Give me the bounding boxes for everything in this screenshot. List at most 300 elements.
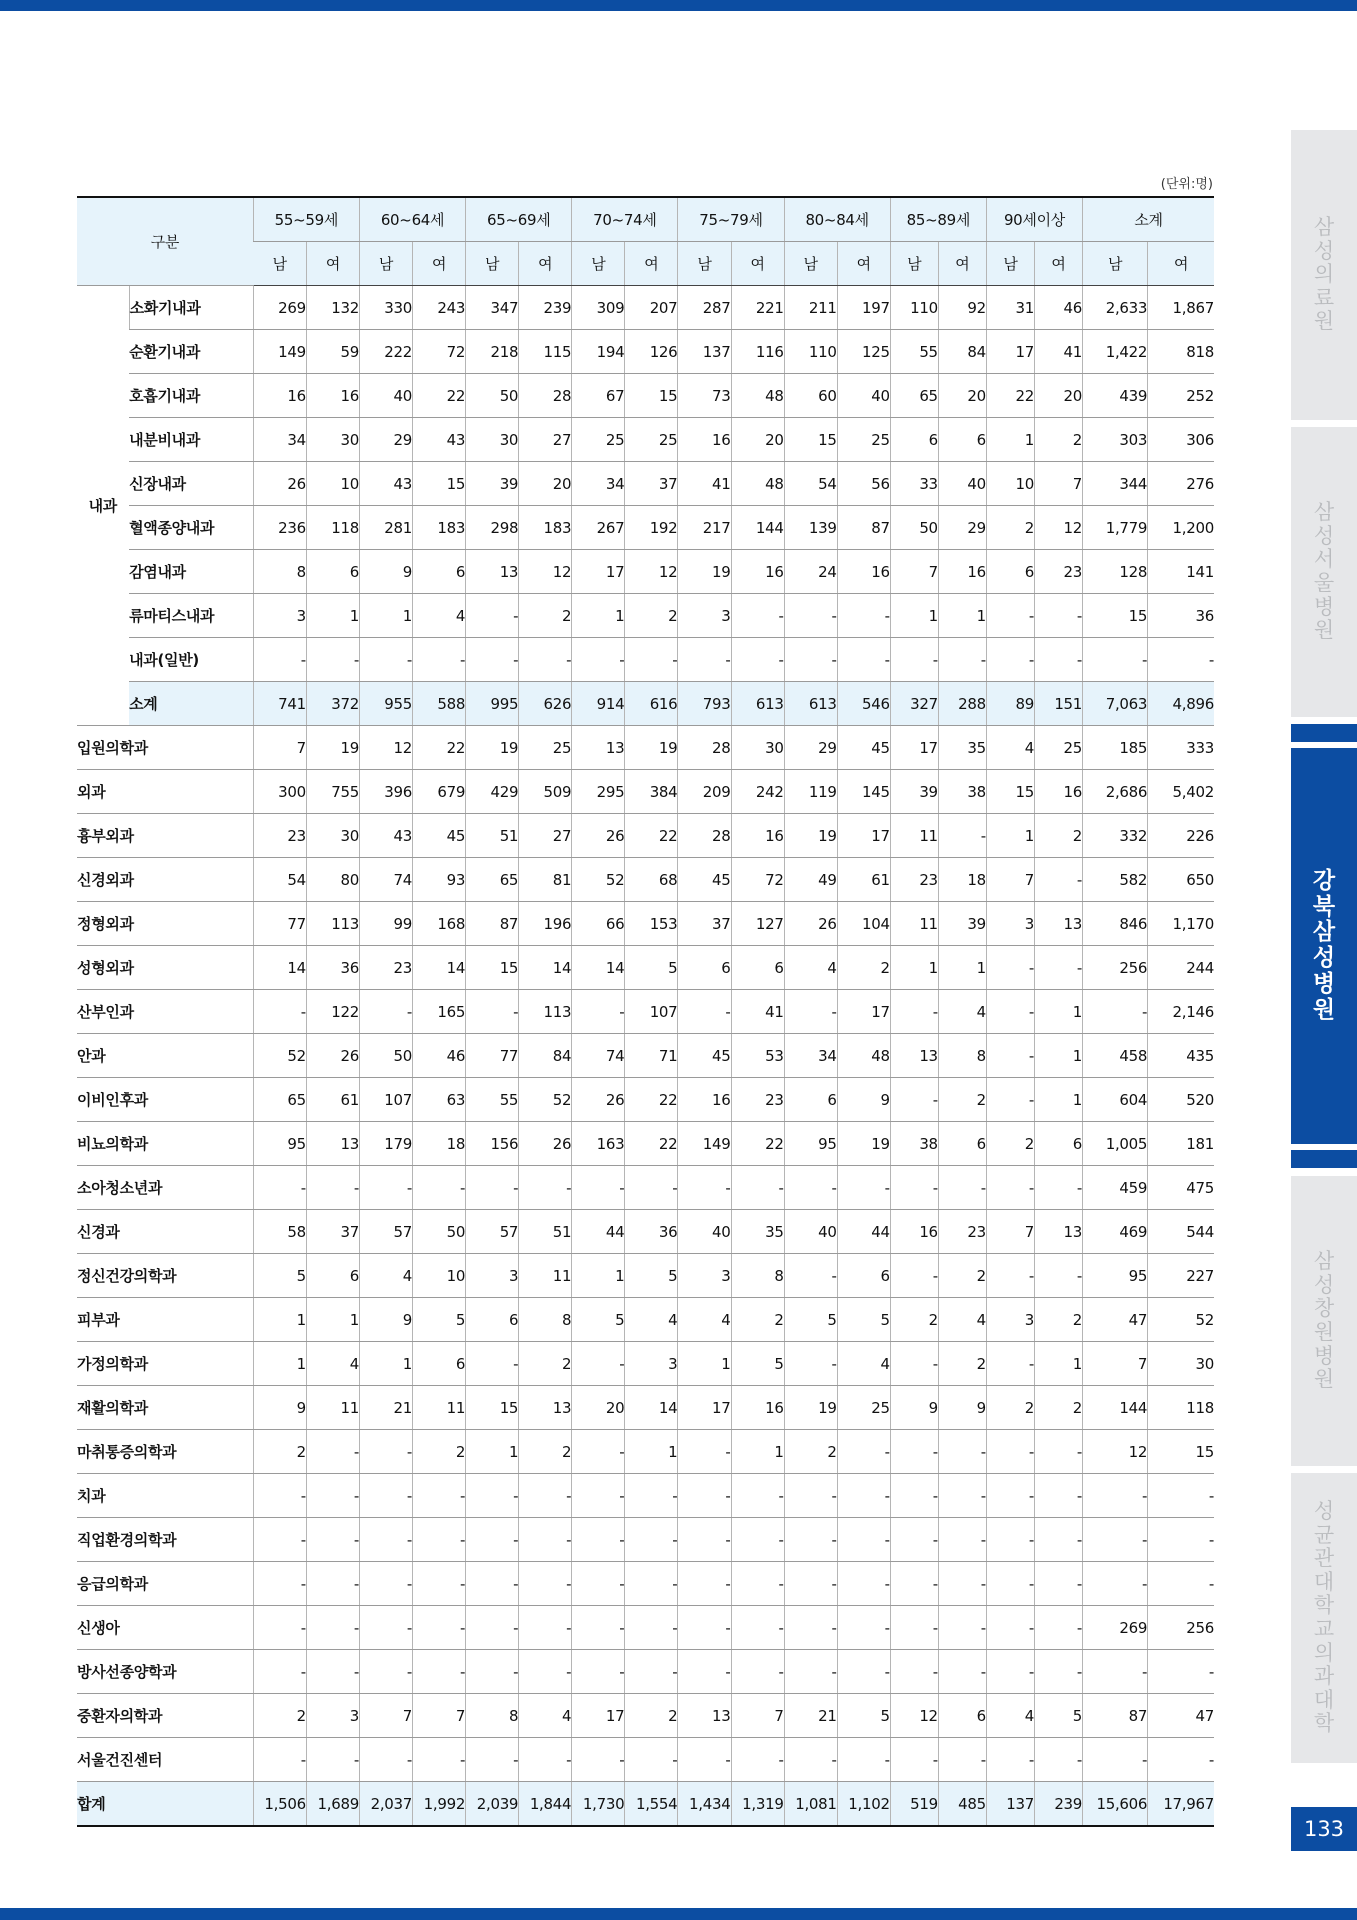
side-tab-cap	[1291, 1150, 1357, 1168]
row-label: 방사선종양학과	[77, 1650, 253, 1694]
cell-value: 37	[678, 902, 731, 946]
cell-value: -	[1083, 638, 1148, 682]
cell-value: 4	[938, 990, 986, 1034]
cell-value: 95	[1083, 1254, 1148, 1298]
cell-value: 13	[572, 726, 625, 770]
cell-value: 6	[306, 550, 359, 594]
cell-value: 26	[519, 1122, 572, 1166]
side-tab-kangbuk-samsung-hospital[interactable]	[1291, 748, 1357, 1144]
side-tab-char: 성	[1313, 1272, 1335, 1297]
cell-value: 54	[253, 858, 306, 902]
cell-value: 15	[413, 462, 466, 506]
header-male: 남	[572, 242, 625, 286]
cell-value: 14	[253, 946, 306, 990]
cell-value: 11	[519, 1254, 572, 1298]
cell-value: 303	[1083, 418, 1148, 462]
header-female: 여	[413, 242, 466, 286]
cell-value: 8	[938, 1034, 986, 1078]
cell-value: 151	[1034, 682, 1082, 726]
header-female: 여	[519, 242, 572, 286]
side-tab-char: 성	[1313, 523, 1335, 548]
side-tab-char: 과	[1313, 1664, 1335, 1689]
table-row	[77, 1738, 1214, 1782]
cell-value: 15	[466, 946, 519, 990]
side-tab-char: 울	[1313, 571, 1335, 595]
cell-value: -	[1034, 1166, 1082, 1210]
row-label: 신경과	[77, 1210, 253, 1254]
cell-value: 72	[413, 330, 466, 374]
cell-value: -	[572, 1474, 625, 1518]
cell-value: -	[466, 1166, 519, 1210]
cell-value: 9	[837, 1078, 890, 1122]
cell-value: 3	[678, 1254, 731, 1298]
row-label: 피부과	[77, 1298, 253, 1342]
side-tab-char: 성	[1313, 1499, 1335, 1524]
cell-value: 16	[253, 374, 306, 418]
cell-value: 6	[986, 550, 1034, 594]
cell-value: 15	[784, 418, 837, 462]
cell-value: 27	[519, 418, 572, 462]
cell-value: 21	[784, 1694, 837, 1738]
table-row	[77, 286, 1214, 330]
cell-value: -	[731, 1562, 784, 1606]
cell-value: 3	[678, 594, 731, 638]
table-row	[77, 1474, 1214, 1518]
cell-value: 197	[837, 286, 890, 330]
cell-value: -	[784, 1166, 837, 1210]
cell-value: -	[253, 1518, 306, 1562]
table-row	[77, 506, 1214, 550]
row-label: 흉부외과	[77, 814, 253, 858]
cell-value: 23	[731, 1078, 784, 1122]
cell-value: 5	[253, 1254, 306, 1298]
cell-value: 1	[466, 1430, 519, 1474]
cell-value: -	[625, 1650, 678, 1694]
header-female: 여	[938, 242, 986, 286]
cell-value: 51	[466, 814, 519, 858]
cell-value: 36	[1148, 594, 1214, 638]
cell-value: 1,434	[678, 1782, 731, 1827]
cell-value: 61	[306, 1078, 359, 1122]
header-age-group: 55~59세	[253, 197, 359, 242]
cell-value: 16	[938, 550, 986, 594]
cell-value: -	[466, 1518, 519, 1562]
cell-value: 30	[306, 418, 359, 462]
cell-value: 914	[572, 682, 625, 726]
cell-value: 6	[1034, 1122, 1082, 1166]
side-tab-char: 서	[1313, 547, 1335, 572]
cell-value: -	[1148, 638, 1214, 682]
cell-value: 52	[1148, 1298, 1214, 1342]
cell-value: 7,063	[1083, 682, 1148, 726]
cell-value: 41	[678, 462, 731, 506]
cell-value: 4	[784, 946, 837, 990]
cell-value: 84	[519, 1034, 572, 1078]
cell-value: 25	[625, 418, 678, 462]
cell-value: 80	[306, 858, 359, 902]
cell-value: 8	[519, 1298, 572, 1342]
cell-value: -	[413, 1166, 466, 1210]
cell-value: 16	[306, 374, 359, 418]
cell-value: 435	[1148, 1034, 1214, 1078]
cell-value: 45	[837, 726, 890, 770]
cell-value: -	[519, 1474, 572, 1518]
cell-value: 185	[1083, 726, 1148, 770]
row-label: 정형외과	[77, 902, 253, 946]
cell-value: 15	[625, 374, 678, 418]
cell-value: -	[1034, 1738, 1082, 1782]
cell-value: 396	[359, 770, 412, 814]
cell-value: 26	[253, 462, 306, 506]
cell-value: -	[519, 1650, 572, 1694]
cell-value: 2	[986, 1122, 1034, 1166]
side-tab-char: 삼	[1313, 215, 1335, 240]
cell-value: 469	[1083, 1210, 1148, 1254]
cell-value: 87	[1083, 1694, 1148, 1738]
cell-value: 3	[625, 1342, 678, 1386]
cell-value: 15	[466, 1386, 519, 1430]
row-label: 감염내과	[129, 550, 253, 594]
cell-value: 5	[572, 1298, 625, 1342]
cell-value: 40	[678, 1210, 731, 1254]
cell-value: 281	[359, 506, 412, 550]
cell-value: -	[625, 638, 678, 682]
table-row	[77, 1386, 1214, 1430]
cell-value: 2	[784, 1430, 837, 1474]
cell-value: 144	[731, 506, 784, 550]
cell-value: 19	[784, 814, 837, 858]
cell-value: 36	[306, 946, 359, 990]
cell-value: 34	[253, 418, 306, 462]
cell-value: 110	[890, 286, 938, 330]
cell-value: -	[986, 1430, 1034, 1474]
cell-value: 9	[890, 1386, 938, 1430]
cell-value: 2	[890, 1298, 938, 1342]
cell-value: 122	[306, 990, 359, 1034]
row-label: 안과	[77, 1034, 253, 1078]
side-tab-char: 대	[1313, 1569, 1335, 1594]
cell-value: 118	[306, 506, 359, 550]
header-male: 남	[784, 242, 837, 286]
cell-value: -	[784, 1606, 837, 1650]
cell-value: 1	[572, 1254, 625, 1298]
cell-value: 242	[731, 770, 784, 814]
cell-value: 52	[519, 1078, 572, 1122]
cell-value: 1	[986, 814, 1034, 858]
cell-value: 267	[572, 506, 625, 550]
cell-value: -	[986, 1342, 1034, 1386]
row-label: 내과(일반)	[129, 638, 253, 682]
cell-value: -	[784, 594, 837, 638]
cell-value: 125	[837, 330, 890, 374]
cell-value: -	[731, 594, 784, 638]
cell-value: -	[938, 1430, 986, 1474]
cell-value: 119	[784, 770, 837, 814]
header-age-group: 80~84세	[784, 197, 890, 242]
cell-value: -	[938, 1606, 986, 1650]
cell-value: 15	[1148, 1430, 1214, 1474]
side-tab-label	[1291, 1176, 1357, 1466]
cell-value: -	[519, 1562, 572, 1606]
cell-value: 4	[625, 1298, 678, 1342]
cell-value: 44	[572, 1210, 625, 1254]
cell-value: 50	[890, 506, 938, 550]
cell-value: -	[466, 638, 519, 682]
cell-value: 5	[1034, 1694, 1082, 1738]
cell-value: 16	[731, 814, 784, 858]
cell-value: 22	[625, 1122, 678, 1166]
cell-value: -	[306, 1738, 359, 1782]
cell-value: -	[359, 1166, 412, 1210]
cell-value: 485	[938, 1782, 986, 1827]
cell-value: -	[253, 638, 306, 682]
cell-value: 2	[253, 1430, 306, 1474]
cell-value: 87	[837, 506, 890, 550]
side-tab-char: 창	[1313, 1296, 1335, 1321]
cell-value: 22	[731, 1122, 784, 1166]
cell-value: 16	[678, 1078, 731, 1122]
cell-value: 309	[572, 286, 625, 330]
table-row	[77, 814, 1214, 858]
side-tab-samsung-changwon-hospital[interactable]	[1291, 1176, 1357, 1466]
cell-value: 333	[1148, 726, 1214, 770]
cell-value: 16	[1034, 770, 1082, 814]
side-tab-samsung-seoul-hospital[interactable]	[1291, 427, 1357, 717]
row-label: 내분비내과	[129, 418, 253, 462]
side-tab-char: 병	[1313, 594, 1335, 619]
cell-value: 50	[466, 374, 519, 418]
cell-value: 4	[837, 1342, 890, 1386]
cell-value: 196	[519, 902, 572, 946]
cell-value: 9	[359, 550, 412, 594]
cell-value: 2,039	[466, 1782, 519, 1827]
cell-value: -	[572, 1342, 625, 1386]
cell-value: 107	[359, 1078, 412, 1122]
cell-value: 14	[572, 946, 625, 990]
cell-value: 19	[466, 726, 519, 770]
side-tab-char: 의	[1313, 1640, 1335, 1665]
cell-value: 4	[519, 1694, 572, 1738]
cell-value: 2,146	[1148, 990, 1214, 1034]
cell-value: 1,730	[572, 1782, 625, 1827]
header-age-group: 소계	[1083, 197, 1214, 242]
cell-value: 3	[253, 594, 306, 638]
cell-value: 20	[1034, 374, 1082, 418]
side-tab-char: 의	[1313, 262, 1335, 287]
cell-value: 16	[837, 550, 890, 594]
cell-value: 546	[837, 682, 890, 726]
header-female: 여	[1148, 242, 1214, 286]
cell-value: -	[890, 638, 938, 682]
cell-value: 57	[359, 1210, 412, 1254]
cell-value: 55	[466, 1078, 519, 1122]
cell-value: 60	[784, 374, 837, 418]
cell-value: 17	[837, 990, 890, 1034]
cell-value: 40	[938, 462, 986, 506]
cell-value: 17	[837, 814, 890, 858]
cell-value: 48	[731, 462, 784, 506]
cell-value: 13	[1034, 902, 1082, 946]
row-label: 가정의학과	[77, 1342, 253, 1386]
top-accent-bar	[0, 0, 1357, 11]
cell-value: 519	[890, 1782, 938, 1827]
cell-value: 7	[1034, 462, 1082, 506]
cell-value: -	[466, 1650, 519, 1694]
cell-value: 57	[466, 1210, 519, 1254]
cell-value: 110	[784, 330, 837, 374]
cell-value: 20	[519, 462, 572, 506]
cell-value: 613	[784, 682, 837, 726]
cell-value: 168	[413, 902, 466, 946]
side-tab-samsung-medical-center[interactable]	[1291, 130, 1357, 420]
cell-value: 1	[1034, 1078, 1082, 1122]
cell-value: -	[731, 1650, 784, 1694]
cell-value: 6	[890, 418, 938, 462]
cell-value: 2	[731, 1298, 784, 1342]
cell-value: 25	[837, 418, 890, 462]
cell-value: 14	[519, 946, 572, 990]
side-tab-char: 삼	[1313, 500, 1335, 525]
cell-value: -	[625, 1606, 678, 1650]
cell-value: -	[359, 1518, 412, 1562]
row-label: 응급의학과	[77, 1562, 253, 1606]
cell-value: 269	[1083, 1606, 1148, 1650]
cell-value: 306	[1148, 418, 1214, 462]
cell-value: -	[519, 1166, 572, 1210]
cell-value: 35	[938, 726, 986, 770]
cell-value: 1	[1034, 990, 1082, 1034]
header-age-group: 70~74세	[572, 197, 678, 242]
cell-value: 56	[837, 462, 890, 506]
cell-value: 39	[466, 462, 519, 506]
cell-value: -	[359, 1474, 412, 1518]
cell-value: -	[1083, 1474, 1148, 1518]
cell-value: 4	[678, 1298, 731, 1342]
cell-value: 29	[359, 418, 412, 462]
cell-value: 66	[572, 902, 625, 946]
cell-value: 43	[359, 462, 412, 506]
side-tab-skku-medicine[interactable]	[1291, 1473, 1357, 1763]
cell-value: -	[938, 1562, 986, 1606]
cell-value: -	[784, 1342, 837, 1386]
header-male: 남	[253, 242, 306, 286]
cell-value: -	[625, 1474, 678, 1518]
cell-value: 53	[731, 1034, 784, 1078]
cell-value: 613	[731, 682, 784, 726]
cell-value: 604	[1083, 1078, 1148, 1122]
side-tab-char: 학	[1313, 1593, 1335, 1618]
cell-value: 179	[359, 1122, 412, 1166]
cell-value: -	[1083, 1518, 1148, 1562]
cell-value: 3	[466, 1254, 519, 1298]
cell-value: 256	[1083, 946, 1148, 990]
cell-value: -	[359, 638, 412, 682]
cell-value: 19	[678, 550, 731, 594]
cell-value: 995	[466, 682, 519, 726]
cell-value: -	[466, 1606, 519, 1650]
cell-value: 1	[359, 594, 412, 638]
cell-value: 459	[1083, 1166, 1148, 1210]
cell-value: 288	[938, 682, 986, 726]
cell-value: -	[572, 1606, 625, 1650]
cell-value: 25	[572, 418, 625, 462]
cell-value: 54	[784, 462, 837, 506]
cell-value: 1,554	[625, 1782, 678, 1827]
cell-value: 295	[572, 770, 625, 814]
cell-value: -	[837, 1430, 890, 1474]
cell-value: -	[837, 1650, 890, 1694]
cell-value: -	[1034, 1650, 1082, 1694]
cell-value: -	[986, 1474, 1034, 1518]
cell-value: 6	[938, 1694, 986, 1738]
cell-value: 192	[625, 506, 678, 550]
cell-value: 6	[938, 1122, 986, 1166]
cell-value: 330	[359, 286, 412, 330]
cell-value: 2	[986, 1386, 1034, 1430]
cell-value: 92	[938, 286, 986, 330]
cell-value: 1,506	[253, 1782, 306, 1827]
cell-value: -	[986, 1166, 1034, 1210]
table-header	[77, 197, 1214, 286]
cell-value: 9	[359, 1298, 412, 1342]
table-row	[77, 1650, 1214, 1694]
cell-value: -	[253, 1474, 306, 1518]
cell-value: 183	[413, 506, 466, 550]
table-row	[77, 1430, 1214, 1474]
cell-value: -	[519, 1738, 572, 1782]
cell-value: -	[253, 1166, 306, 1210]
cell-value: 165	[413, 990, 466, 1034]
cell-value: 276	[1148, 462, 1214, 506]
cell-value: 1,170	[1148, 902, 1214, 946]
row-label: 성형외과	[77, 946, 253, 990]
cell-value: 344	[1083, 462, 1148, 506]
cell-value: 22	[625, 814, 678, 858]
cell-value: 49	[784, 858, 837, 902]
table-row	[77, 1210, 1214, 1254]
cell-value: -	[678, 1166, 731, 1210]
cell-value: 1,689	[306, 1782, 359, 1827]
cell-value: -	[306, 1430, 359, 1474]
cell-value: 153	[625, 902, 678, 946]
cell-value: 113	[306, 902, 359, 946]
cell-value: 2,686	[1083, 770, 1148, 814]
cell-value: -	[986, 1254, 1034, 1298]
cell-value: 14	[625, 1386, 678, 1430]
cell-value: 2	[253, 1694, 306, 1738]
cell-value: -	[986, 1562, 1034, 1606]
side-tab-char: 원	[1313, 1320, 1335, 1344]
row-label: 외과	[77, 770, 253, 814]
side-tab-char: 강	[1312, 867, 1336, 894]
cell-value: 207	[625, 286, 678, 330]
cell-value: 252	[1148, 374, 1214, 418]
cell-value: 16	[890, 1210, 938, 1254]
cell-value: 2	[938, 1342, 986, 1386]
cell-value: -	[731, 1166, 784, 1210]
row-label: 재활의학과	[77, 1386, 253, 1430]
cell-value: 1	[986, 418, 1034, 462]
cell-value: 679	[413, 770, 466, 814]
cell-value: -	[306, 1166, 359, 1210]
row-label: 순환기내과	[129, 330, 253, 374]
cell-value: 47	[1148, 1694, 1214, 1738]
side-tab-label	[1291, 130, 1357, 420]
table-row	[77, 946, 1214, 990]
cell-value: 26	[306, 1034, 359, 1078]
cell-value: 6	[678, 946, 731, 990]
cell-value: 1,081	[784, 1782, 837, 1827]
